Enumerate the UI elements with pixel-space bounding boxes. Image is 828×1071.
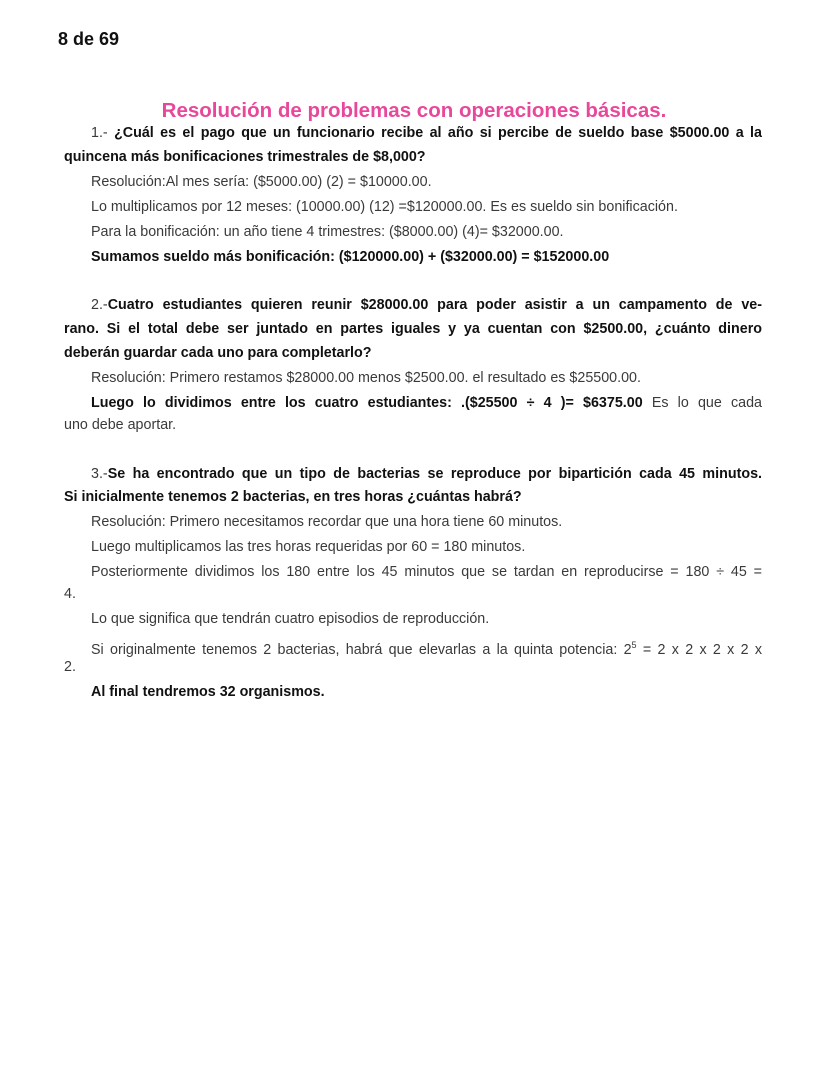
resolution-result	[91, 394, 762, 412]
resolution-line: Posteriormente dividimos los 180 entre los 45 minutos que se tardan en reproducirse = 180 ÷ 45 =	[91, 564, 762, 580]
question-text: rano. Si el total debe ser juntado en partes iguales y ya cuentan con $2500.00, ¿cuánto dinero	[64, 321, 762, 337]
power-expansion: = 2 x 2 x 2 x 2 x	[636, 642, 762, 658]
resolution-result: Al final tendremos 32 organismos.	[91, 684, 325, 700]
section-title: Resolución de problemas con operaciones básicas.	[161, 99, 667, 122]
question-text: Se ha encontrado que un tipo de bacterias se reproduce por bipartición cada 45 minutos.	[107, 466, 762, 482]
page-indicator: 8 de 69	[58, 29, 120, 49]
resolution-line: 4.	[64, 586, 76, 602]
resolution-line: Para la bonificación: un año tiene 4 trimestres: ($8000.00) (4)= $32000.00.	[91, 224, 564, 240]
exponent: 5	[631, 640, 637, 650]
question-text: deberán guardar cada uno para completarlo?	[64, 345, 372, 361]
question-text: Si inicialmente tenemos 2 bacterias, en tres horas ¿cuántas habrá?	[64, 489, 522, 505]
resolution-line: Lo multiplicamos por 12 meses: (10000.00) (12) =$120000.00. Es es sueldo sin bonificación.	[91, 199, 678, 215]
problem-1-question	[91, 124, 762, 142]
resolution-result: Sumamos sueldo más bonificación: ($120000.00) + ($32000.00) = $152000.00	[91, 249, 610, 265]
resolution-line: Luego multiplicamos las tres horas requeridas por 60 = 180 minutos.	[91, 539, 526, 555]
problem-2-question	[91, 296, 762, 314]
resolution-line: Resolución: Primero necesitamos recordar que una hora tiene 60 minutos.	[91, 514, 563, 530]
question-text: ¿Cuál es el pago que un funcionario recibe al año si percibe de sueldo base $5000.00 a la	[114, 125, 762, 141]
result-bold: Luego lo dividimos entre los cuatro estudiantes: .($25500 ÷ 4 )= $6375.00	[91, 395, 643, 411]
problem-number: 1.-	[91, 125, 115, 141]
resolution-line: Lo que significa que tendrán cuatro episodios de reproducción.	[91, 611, 490, 627]
problem-3-question	[91, 465, 762, 483]
power-text: Si originalmente tenemos 2 bacterias, habrá que elevarlas a la quinta potencia: 2	[91, 642, 632, 658]
question-text: quincena más bonificaciones trimestrales de $8,000?	[64, 149, 426, 165]
resolution-line: Resolución: Primero restamos $28000.00 menos $2500.00. el resultado es $25500.00.	[91, 370, 641, 386]
question-text: Cuatro estudiantes quieren reunir $28000.00 para poder asistir a un campamento de ve-	[107, 297, 762, 313]
resolution-line	[91, 636, 762, 659]
resolution-line: 2.	[64, 659, 76, 675]
resolution-line: uno debe aportar.	[64, 417, 177, 433]
problem-number: 2.-	[91, 297, 108, 313]
problem-number: 3.-	[91, 466, 108, 482]
resolution-line: Resolución:Al mes sería: ($5000.00) (2) = $10000.00.	[91, 174, 432, 190]
result-text: Es lo que cada	[642, 395, 762, 411]
